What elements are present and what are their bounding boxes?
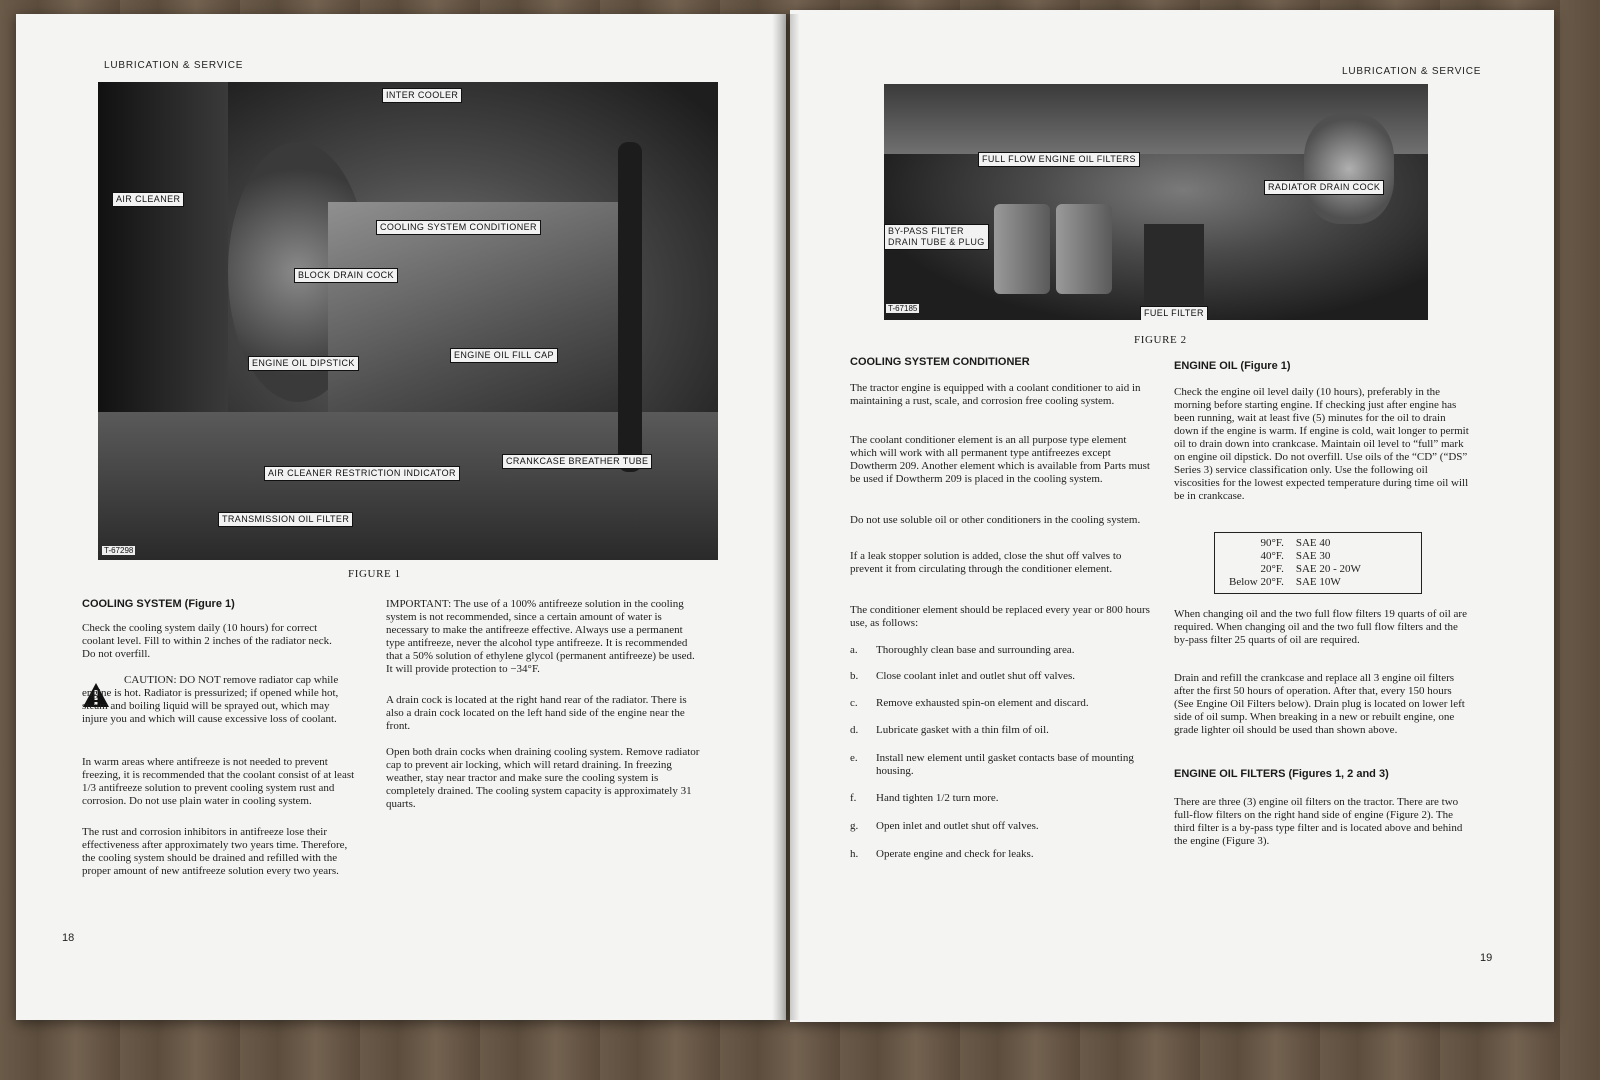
cooling-system-para-2: In warm areas where antifreeze is not needed to prevent freezing, it is recommended that the coolant consist of at least 1/3 antifreeze solution to prevent cooling system rust and corrosion. Do not use plain water in cooling system.: [82, 756, 355, 807]
right-page-number: 19: [1480, 952, 1493, 964]
book-spine: [772, 14, 800, 1020]
callout-block-drain-cock: BLOCK DRAIN COCK: [294, 268, 398, 283]
list-item: b. Close coolant inlet and outlet shut off valves.: [850, 670, 1075, 682]
left-page: [16, 14, 786, 1020]
callout-radiator-drain-cock: RADIATOR DRAIN COCK: [1264, 180, 1384, 195]
figure-1-caption: FIGURE 1: [348, 568, 401, 580]
figure-1-photo-id: T-67298: [104, 546, 134, 555]
callout-bypass-filter-line-2: DRAIN TUBE & PLUG: [888, 237, 985, 247]
figure-2-caption: FIGURE 2: [1134, 334, 1187, 346]
callout-inter-cooler: INTER COOLER: [382, 88, 462, 103]
callout-transmission-oil-filter: TRANSMISSION OIL FILTER: [218, 512, 353, 527]
caution-text: CAUTION: DO NOT remove radiator cap while engine is hot. Radiator is pressurized; if opened while hot, steam and boiling liquid will be sprayed out, which may injure you and which will cause excessive loss of coolant.: [82, 674, 339, 725]
right-running-header: LUBRICATION & SERVICE: [1342, 66, 1482, 77]
cooling-system-heading: COOLING SYSTEM (Figure 1): [82, 598, 235, 610]
callout-cooling-system-conditioner: COOLING SYSTEM CONDITIONER: [376, 220, 541, 235]
conditioner-para-4: If a leak stopper solution is added, close the shut off valves to prevent it from circulating through the conditioner element.: [850, 550, 1122, 575]
cooling-system-para-1: Check the cooling system daily (10 hours) for correct coolant level. Fill to within 2 inches of the radiator neck. Do not overfill.: [82, 622, 332, 660]
table-row: Below 20°F. SAE 10W: [1229, 576, 1341, 588]
engine-oil-para-2: When changing oil and the two full flow filters 19 quarts of oil are required. When changing oil and the two full flow filters and the by-pass filter 25 quarts of oil are required.: [1174, 608, 1467, 646]
right-page: [790, 10, 1554, 1022]
conditioner-para-5: The conditioner element should be replaced every year or 800 hours use, as follows:: [850, 604, 1150, 629]
left-page-number: 18: [62, 932, 75, 944]
list-item: g. Open inlet and outlet shut off valves.: [850, 820, 1039, 832]
callout-air-cleaner: AIR CLEANER: [112, 192, 184, 207]
important-note: IMPORTANT: The use of a 100% antifreeze solution in the cooling system is not recommended, since a certain amount of water is necessary to make the antifreeze effective. Always use a permanent type antifreeze, never the alcohol type antifreeze. It is recommended that a 50% solution of ethylene glycol (permanent antifreeze) be used. It will provide protection to −34°F.: [386, 598, 695, 675]
list-item: h. Operate engine and check for leaks.: [850, 848, 1034, 860]
list-item: f. Hand tighten 1/2 turn more.: [850, 792, 999, 804]
engine-oil-para-1: Check the engine oil level daily (10 hours), preferably in the morning before starting engine. If checking just after engine has been running, wait at least five (5) minutes for the oil to drain down if the engine is warm. If engine is cold, wait longer to permit oil to drain down into crankcase. Maintain oil level to “full” mark on engine oil dipstick. Do not overfill. Use oils of the “CD” (“DS” Series 3) service classification only. Use the following oil viscosities for the lowest expected temperature during time oil will be in crankcase.: [1174, 386, 1469, 502]
drain-cock-para: A drain cock is located at the right hand rear of the radiator. There is also a drain cock located on the left hand side of the engine near the front.: [386, 694, 687, 732]
callout-crankcase-breather-tube: CRANKCASE BREATHER TUBE: [502, 454, 652, 469]
engine-oil-heading: ENGINE OIL (Figure 1): [1174, 360, 1291, 372]
table-row: 90°F. SAE 40: [1260, 537, 1331, 549]
callout-full-flow-engine-oil-filters: FULL FLOW ENGINE OIL FILTERS: [978, 152, 1140, 167]
conditioner-para-1: The tractor engine is equipped with a coolant conditioner to aid in maintaining a rust, scale, and corrosion free cooling system.: [850, 382, 1141, 407]
conditioner-para-2: The coolant conditioner element is an all purpose type element which will work with all permanent type antifreezes except Dowtherm 209. Another element which is available from Parts must be used if Dowtherm 209 is placed in the cooling system.: [850, 434, 1150, 485]
callout-air-cleaner-restriction-indicator: AIR CLEANER RESTRICTION INDICATOR: [264, 466, 460, 481]
cooling-system-para-3: The rust and corrosion inhibitors in antifreeze lose their effectiveness after approximately two years time. Therefore, the cooling system should be drained and refilled with the proper amount of new antifreeze solution every two years.: [82, 826, 348, 877]
conditioner-heading: COOLING SYSTEM CONDITIONER: [850, 356, 1030, 368]
engine-oil-para-3: Drain and refill the crankcase and replace all 3 engine oil filters after the first 50 hours of operation. After that, every 150 hours (See Engine Oil Filters below). Drain plug is located on lower left side of oil sump. When breaking in a new or rebuilt engine, one grade lighter oil should be used than shown above.: [1174, 672, 1465, 736]
draining-instructions-para: Open both drain cocks when draining cooling system. Remove radiator cap to prevent air locking, which will retard draining. In freezing weather, stay near tractor and make sure the cooling system is completely drained. The cooling system capacity is approximately 31 quarts.: [386, 746, 700, 810]
callout-bypass-filter-line-1: BY-PASS FILTER: [888, 226, 964, 236]
figure-1-photo: [98, 82, 718, 560]
list-item: d. Lubricate gasket with a thin film of oil.: [850, 724, 1049, 736]
callout-fuel-filter: FUEL FILTER: [1140, 306, 1208, 320]
list-item: c. Remove exhausted spin-on element and discard.: [850, 697, 1089, 709]
engine-oil-filters-heading: ENGINE OIL FILTERS (Figures 1, 2 and 3): [1174, 768, 1389, 780]
table-row: 40°F. SAE 30: [1260, 550, 1331, 562]
callout-bypass-filter: [884, 224, 989, 250]
left-running-header: LUBRICATION & SERVICE: [104, 60, 244, 71]
figure-2-photo-id: T-67185: [888, 304, 918, 313]
table-row: 20°F. SAE 20 - 20W: [1260, 563, 1361, 575]
callout-engine-oil-fill-cap: ENGINE OIL FILL CAP: [450, 348, 558, 363]
figure-2-photo: [884, 84, 1428, 320]
list-item: a. Thoroughly clean base and surrounding area.: [850, 644, 1075, 656]
conditioner-para-3: Do not use soluble oil or other conditioners in the cooling system.: [850, 514, 1141, 526]
engine-oil-filters-para: There are three (3) engine oil filters on the tractor. There are two full-flow filters on the right hand side of engine (Figure 2). The third filter is a by-pass type filter and is located above and behind the engine (Figure 3).: [1174, 796, 1463, 847]
list-item: e. Install new element until gasket contacts base of mounting housing.: [850, 752, 1134, 777]
oil-viscosity-table: [1214, 532, 1422, 594]
callout-engine-oil-dipstick: ENGINE OIL DIPSTICK: [248, 356, 359, 371]
